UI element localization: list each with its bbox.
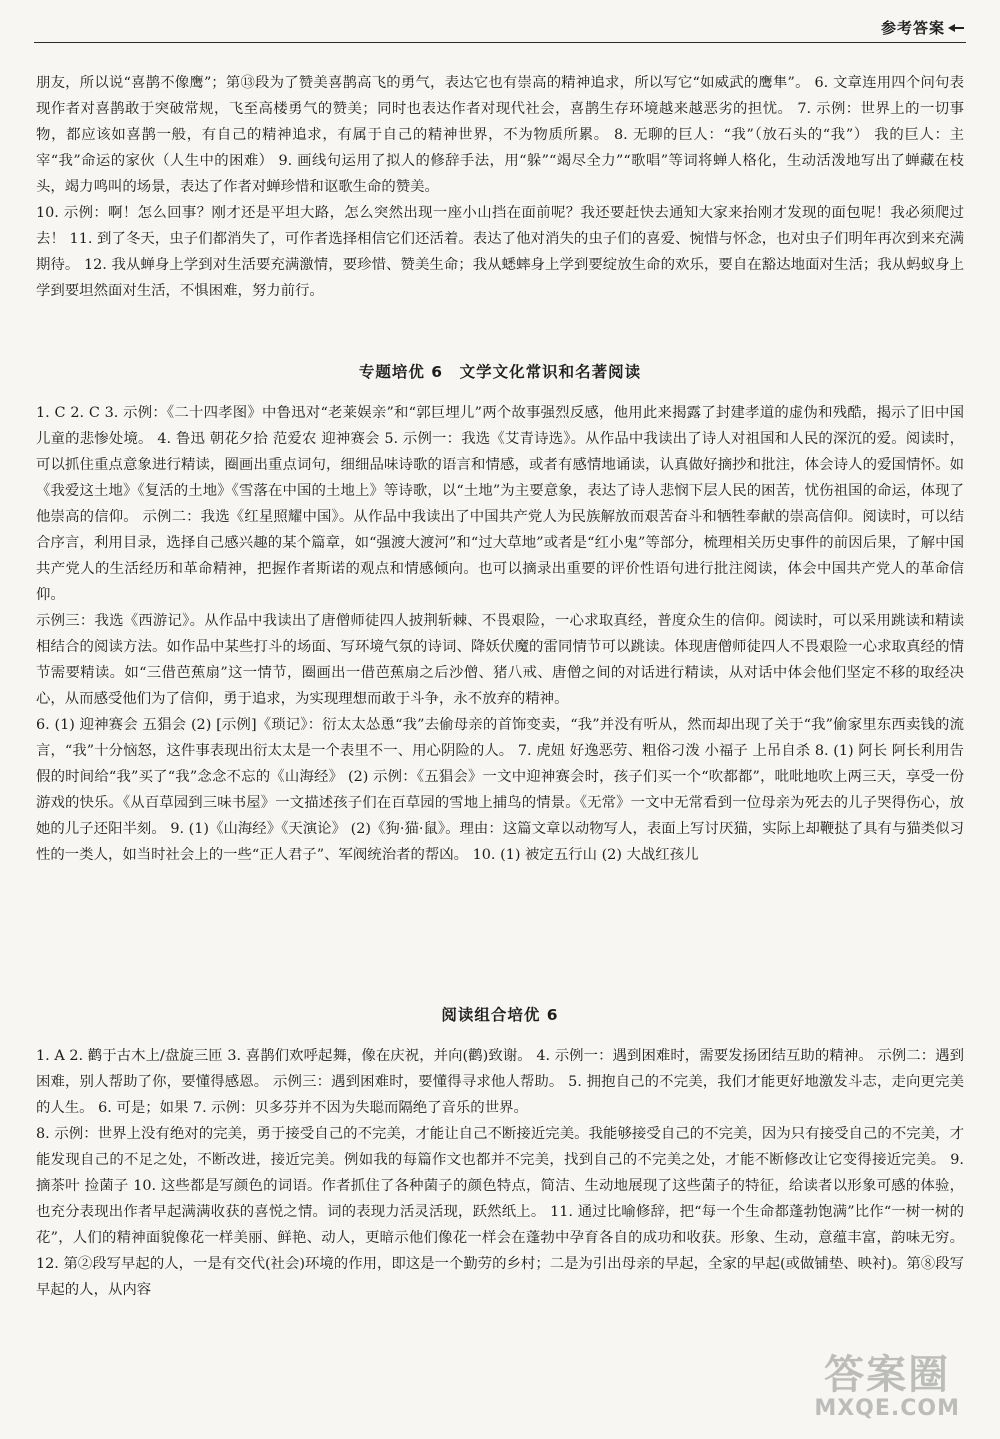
answer-paragraph: 8. 示例：世界上没有绝对的完美，勇于接受自己的不完美，才能让自己不断接近完美。我能够接受自己的不完美，因为只有接受自己的不完美，才能发现自己的不足之处，不断改进，接近完美。例如我的每篇作文也都并不完美，找到自己的不完美之处，才能不断修改让它变得接近完美。 9. 摘茶叶 捡菌子 10. 这些都是写颜色的词语。作者抓住了各种菌子的颜色特点，简洁、生动地展现了这些菌子的特征，给读者以形象可感的体验，也充分表现出作者早起满满收获的喜悦之情。词的表现力活灵活现，跃然纸上。 11. 通过比喻修辞，把“每一个生命都蓬勃饱满”比作“一树一树的花”，人们的精神面貌像花一样美丽、鲜艳、动人，更暗示他们像花一样会在蓬勃中孕育各自的成功和收获。形象、生动，意蕴丰富，韵味无穷。 12. 第②段写早起的人，一是有交代(社会)环境的作用，即这是一个勤劳的乡村；二是为引出母亲的早起，全家的早起(或做铺垫、映衬)。第⑧段写早起的人，从内容 (36, 1126, 964, 1298)
watermark-url: MXQE.COM (814, 1396, 960, 1421)
page-header (881, 17, 964, 38)
watermark-logo (814, 1343, 960, 1421)
section2-body (36, 1043, 964, 1303)
answer-paragraph: 6. (1) 迎神赛会 五猖会 (2) [示例]《琐记》：衍太太怂恿“我”去偷母亲的首饰变卖，“我”并没有听从，然而却出现了关于“我”偷家里东西卖钱的流言，“我”十分恼怒，这件事表现出衍太太是一个表里不一、用心阴险的人。 7. 虎妞 好逸恶劳、粗俗刁泼 小福子 上吊自杀 8. (1) 阿长 阿长利用告假的时间给“我”买了“我”念念不忘的《山海经》 (2) 示例：《五猖会》一文中迎神赛会时，孩子们买一个“吹都都”，吡吡地吹上两三天，享受一份游戏的快乐。《从百草园到三味书屋》一文描述孩子们在百草园的雪地上捕鸟的情景。《无常》一文中无常看到一位母亲为死去的儿子哭得伤心，放她的儿子还阳半刻。 9. (1)《山海经》《天演论》 (2)《狗·猫·鼠》。理由：这篇文章以动物写人，表面上写讨厌猫，实际上却鞭挞了具有与猫类似习性的一类人，如当时社会上的一些“正人君子”、军阀统治者的帮凶。 10. (1) 被定五行山 (2) 大战红孩儿 (36, 717, 964, 863)
answer-paragraph: 1. C 2. C 3. 示例：《二十四孝图》中鲁迅对“老莱娱亲”和“郭巨埋儿”两个故事强烈反感，他用此来揭露了封建孝道的虚伪和残酷，揭示了旧中国儿童的悲惨处境。 4. 鲁迅 朝花夕拾 范爱农 迎神赛会 5. 示例一：我选《艾青诗选》。从作品中我读出了诗人对祖国和人民的深沉的爱。阅读时，可以抓住重点意象进行精读，圈画出重点词句，细细品味诗歌的语言和情感，或者有感情地诵读，认真做好摘抄和批注，体会诗人的爱国情怀。如《我爱这土地》《复活的土地》《雪落在中国的土地上》等诗歌，以“土地”为主要意象，表达了诗人悲悯下层人民的困苦，忧伤祖国的命运，体现了他崇高的信仰。 示例二：我选《红星照耀中国》。从作品中我读出了中国共产党人为民族解放而艰苦奋斗和牺牲奉献的崇高信仰。阅读时，可以结合序言，利用目录，选择自己感兴趣的某个篇章，如“强渡大渡河”和“过大草地”或者是“红小鬼”等部分，梳理相关历史事件的前因后果，了解中国共产党人的生活经历和革命精神，把握作者斯诺的观点和情感倾向。也可以摘录出重要的评价性语句进行批注阅读，体会中国共产党人的革命信仰。 (36, 405, 964, 603)
header-rule (34, 42, 966, 43)
top-answers-block (36, 70, 964, 304)
answer-paragraph: 1. A 2. 鹳于古木上/盘旋三匝 3. 喜鹊们欢呼起舞，像在庆祝，并向(鹳)致谢。 4. 示例一：遇到困难时，需要发扬团结互助的精神。 示例二：遇到困难，别人帮助了你，要懂得感恩。 示例三：遇到困难时，要懂得寻求他人帮助。 5. 拥抱自己的不完美，我们才能更好地激发斗志，走向更完美的人生。 6. 可是；如果 7. 示例：贝多芬并不因为失聪而隔绝了音乐的世界。 (36, 1048, 964, 1116)
section-title-special-6: 专题培优 6 文学文化常识和名著阅读 (358, 363, 642, 381)
watermark-big-text: 答案圈 (824, 1352, 951, 1398)
answer-paragraph: 朋友，所以说“喜鹊不像鹰”；第⑬段为了赞美喜鹊高飞的勇气，表达它也有崇高的精神追求，所以写它“如威武的鹰隼”。 6. 文章连用四个问句表现作者对喜鹊敢于突破常规，飞至高楼勇气的赞美；同时也表达作者对现代社会，喜鹊生存环境越来越恶劣的担忧。 7. 示例：世界上的一切事物，都应该如喜鹊一般，有自己的精神追求，有属于自己的精神世界，不为物质所累。 8. 无聊的巨人：“我”（放石头的“我”） 我的巨人：主宰“我”命运的家伙（人生中的困难） 9. 画线句运用了拟人的修辞手法，用“躲”“竭尽全力”“歌唱”等词将蝉人格化，生动活泼地写出了蝉藏在枝头，竭力鸣叫的场景，表达了作者对蝉珍惜和讴歌生命的赞美。 (36, 75, 964, 195)
answer-paragraph: 10. 示例：啊！怎么回事？刚才还是平坦大路，怎么突然出现一座小山挡在面前呢？我还要赶快去通知大家来抬刚才发现的面包呢！我必须爬过去！ 11. 到了冬天，虫子们都消失了，可作者选择相信它们还活着。表达了他对消失的虫子们的喜爱、惋惜与怀念，也对虫子们明年再次到来充满期待。 12. 我从蝉身上学到对生活要充满激情，要珍惜、赞美生命；我从蟋蟀身上学到要绽放生命的欢乐，要自在豁达地面对生活；我从蚂蚁身上学到要坦然面对生活，不惧困难，努力前行。 (36, 205, 964, 299)
section-title-reading-6: 阅读组合培优 6 (441, 1006, 559, 1024)
answer-paragraph: 示例三：我选《西游记》。从作品中我读出了唐僧师徒四人披荆斩棘、不畏艰险，一心求取真经，普度众生的信仰。阅读时，可以采用跳读和精读相结合的阅读方法。如作品中某些打斗的场面、写环境气氛的诗词、降妖伏魔的雷同情节可以跳读。体现唐僧师徒四人不畏艰险一心求取真经的情节需要精读。如“三借芭蕉扇”这一情节，圈画出一借芭蕉扇之后沙僧、猪八戒、唐僧之间的对话进行精读，从对话中体会他们坚定不移的取经决心，从而感受他们为了信仰，勇于追求，为实现理想而敢于斗争，永不放弃的精神。 (36, 613, 964, 707)
arrow-left-icon (948, 23, 964, 33)
header-title: 参考答案 (880, 19, 945, 37)
section1-body (36, 400, 964, 868)
